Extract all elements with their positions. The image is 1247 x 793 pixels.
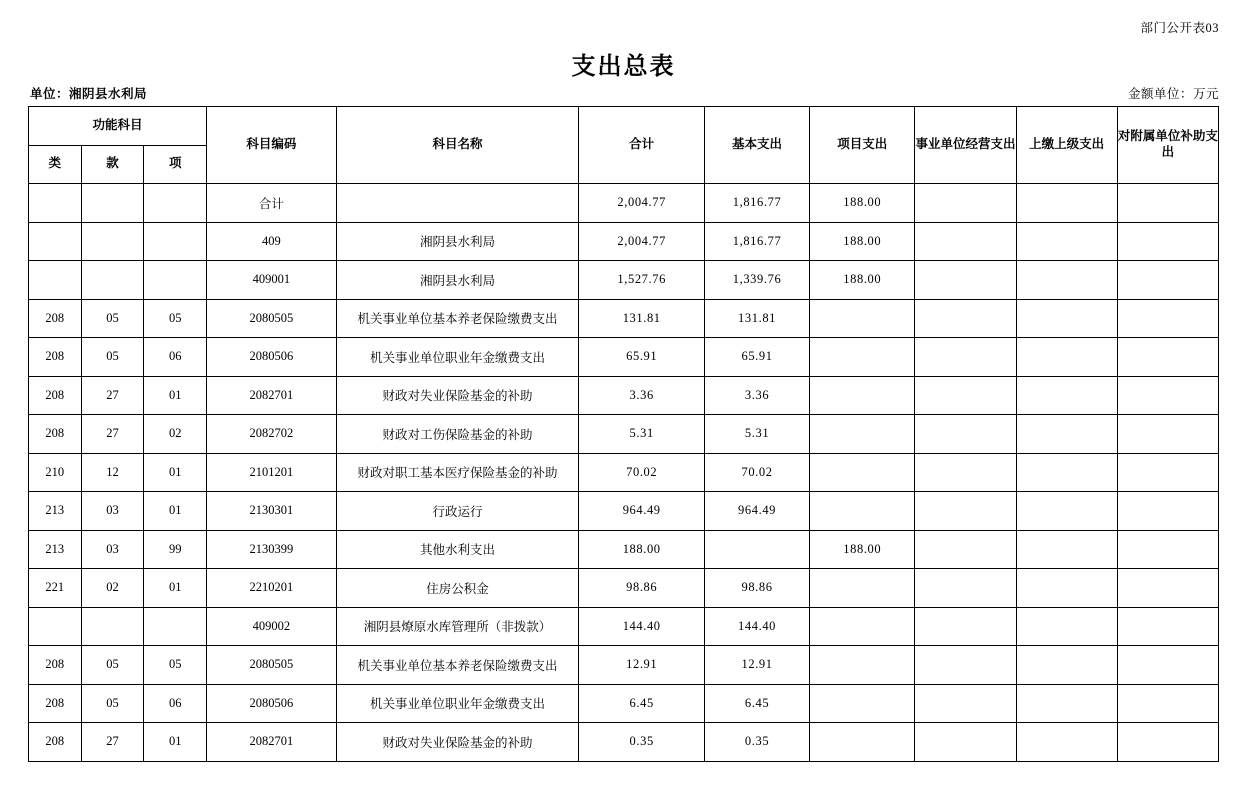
cell-upper-level-payment	[1016, 453, 1117, 492]
cell-item: 06	[144, 338, 207, 377]
cell-upper-level-payment	[1016, 376, 1117, 415]
cell-subject-name: 其他水利支出	[336, 530, 579, 569]
amount-unit-label: 金额单位：万元	[1127, 87, 1219, 101]
cell-operating-expenditure	[915, 376, 1016, 415]
cell-subject-name: 住房公积金	[336, 569, 579, 608]
cell-subject-code: 2130301	[207, 492, 337, 531]
cell-operating-expenditure	[915, 723, 1016, 762]
cell-operating-expenditure	[915, 607, 1016, 646]
cell-total: 70.02	[579, 453, 704, 492]
header-upper-level-payment: 上缴上级支出	[1016, 107, 1117, 184]
cell-upper-level-payment	[1016, 261, 1117, 300]
cell-section: 05	[81, 646, 144, 685]
cell-subject-code: 2080505	[207, 299, 337, 338]
cell-operating-expenditure	[915, 646, 1016, 685]
cell-operating-expenditure	[915, 453, 1016, 492]
cell-category	[29, 184, 82, 223]
cell-section: 05	[81, 299, 144, 338]
cell-total: 65.91	[579, 338, 704, 377]
cell-item: 05	[144, 646, 207, 685]
cell-category: 208	[29, 376, 82, 415]
cell-operating-expenditure	[915, 530, 1016, 569]
cell-basic-expenditure: 5.31	[704, 415, 809, 454]
header-project-expenditure: 项目支出	[810, 107, 915, 184]
cell-project-expenditure: 188.00	[810, 184, 915, 223]
header-item: 项	[144, 145, 207, 184]
cell-subsidiary-subsidy	[1117, 222, 1218, 261]
cell-subsidiary-subsidy	[1117, 569, 1218, 608]
table-row	[29, 184, 1219, 223]
cell-subsidiary-subsidy	[1117, 492, 1218, 531]
cell-section	[81, 607, 144, 646]
cell-upper-level-payment	[1016, 569, 1117, 608]
cell-basic-expenditure: 3.36	[704, 376, 809, 415]
cell-subject-name: 财政对失业保险基金的补助	[336, 376, 579, 415]
cell-total: 131.81	[579, 299, 704, 338]
cell-subject-code: 2080506	[207, 684, 337, 723]
header-subsidiary-subsidy: 对附属单位补助支出	[1117, 107, 1218, 184]
table-row	[29, 299, 1219, 338]
table-row	[29, 376, 1219, 415]
cell-subject-code: 2082701	[207, 376, 337, 415]
table-row	[29, 530, 1219, 569]
cell-item: 01	[144, 376, 207, 415]
cell-item: 01	[144, 569, 207, 608]
cell-project-expenditure	[810, 646, 915, 685]
cell-total: 12.91	[579, 646, 704, 685]
page-title: 支出总表	[571, 53, 676, 80]
cell-category: 208	[29, 723, 82, 762]
cell-category: 213	[29, 492, 82, 531]
cell-subject-name	[336, 184, 579, 223]
cell-operating-expenditure	[915, 338, 1016, 377]
cell-subject-name: 机关事业单位职业年金缴费支出	[336, 338, 579, 377]
cell-item: 01	[144, 723, 207, 762]
cell-basic-expenditure: 65.91	[704, 338, 809, 377]
cell-project-expenditure	[810, 376, 915, 415]
cell-subject-name: 湘阴县水利局	[336, 261, 579, 300]
cell-category: 208	[29, 338, 82, 377]
header-section: 款	[81, 145, 144, 184]
cell-subject-code: 409	[207, 222, 337, 261]
cell-subsidiary-subsidy	[1117, 530, 1218, 569]
cell-project-expenditure	[810, 723, 915, 762]
cell-upper-level-payment	[1016, 607, 1117, 646]
cell-project-expenditure	[810, 415, 915, 454]
expenditure-summary-table	[28, 106, 1219, 762]
table-row	[29, 723, 1219, 762]
cell-basic-expenditure: 70.02	[704, 453, 809, 492]
table-row	[29, 684, 1219, 723]
cell-upper-level-payment	[1016, 646, 1117, 685]
cell-project-expenditure: 188.00	[810, 222, 915, 261]
table-row	[29, 569, 1219, 608]
cell-basic-expenditure: 1,816.77	[704, 184, 809, 223]
cell-section: 12	[81, 453, 144, 492]
cell-subject-code: 2210201	[207, 569, 337, 608]
cell-category: 210	[29, 453, 82, 492]
cell-category: 208	[29, 684, 82, 723]
cell-subsidiary-subsidy	[1117, 261, 1218, 300]
form-number: 部门公开表03	[1140, 21, 1219, 35]
table-row	[29, 222, 1219, 261]
header-subject-code: 科目编码	[207, 107, 337, 184]
cell-section: 02	[81, 569, 144, 608]
cell-total: 2,004.77	[579, 222, 704, 261]
table-row	[29, 261, 1219, 300]
table-body	[29, 184, 1219, 762]
cell-subject-name: 行政运行	[336, 492, 579, 531]
cell-subsidiary-subsidy	[1117, 607, 1218, 646]
cell-basic-expenditure: 131.81	[704, 299, 809, 338]
cell-subject-name: 财政对失业保险基金的补助	[336, 723, 579, 762]
cell-project-expenditure	[810, 684, 915, 723]
cell-category: 213	[29, 530, 82, 569]
cell-category: 208	[29, 299, 82, 338]
cell-project-expenditure	[810, 607, 915, 646]
cell-item: 02	[144, 415, 207, 454]
header-operating-expenditure: 事业单位经营支出	[915, 107, 1016, 184]
cell-section	[81, 184, 144, 223]
cell-subject-name: 机关事业单位基本养老保险缴费支出	[336, 299, 579, 338]
cell-total: 188.00	[579, 530, 704, 569]
table-row	[29, 453, 1219, 492]
cell-subsidiary-subsidy	[1117, 299, 1218, 338]
cell-basic-expenditure: 144.40	[704, 607, 809, 646]
cell-item	[144, 261, 207, 300]
cell-item: 06	[144, 684, 207, 723]
cell-project-expenditure	[810, 569, 915, 608]
cell-subject-code: 2101201	[207, 453, 337, 492]
cell-subject-code: 合计	[207, 184, 337, 223]
cell-total: 5.31	[579, 415, 704, 454]
cell-section	[81, 222, 144, 261]
cell-total: 0.35	[579, 723, 704, 762]
cell-project-expenditure	[810, 453, 915, 492]
cell-upper-level-payment	[1016, 299, 1117, 338]
cell-subject-name: 机关事业单位基本养老保险缴费支出	[336, 646, 579, 685]
cell-subsidiary-subsidy	[1117, 684, 1218, 723]
cell-basic-expenditure: 1,339.76	[704, 261, 809, 300]
cell-basic-expenditure: 0.35	[704, 723, 809, 762]
cell-item: 05	[144, 299, 207, 338]
cell-section: 05	[81, 338, 144, 377]
cell-upper-level-payment	[1016, 684, 1117, 723]
cell-section: 05	[81, 684, 144, 723]
cell-section: 03	[81, 492, 144, 531]
cell-subject-name: 湘阴县水利局	[336, 222, 579, 261]
cell-item: 01	[144, 492, 207, 531]
cell-basic-expenditure: 6.45	[704, 684, 809, 723]
cell-subject-code: 2082701	[207, 723, 337, 762]
table-header	[29, 107, 1219, 184]
cell-subject-code: 409002	[207, 607, 337, 646]
cell-subject-name: 财政对职工基本医疗保险基金的补助	[336, 453, 579, 492]
cell-upper-level-payment	[1016, 530, 1117, 569]
cell-section	[81, 261, 144, 300]
cell-total: 2,004.77	[579, 184, 704, 223]
cell-total: 3.36	[579, 376, 704, 415]
cell-subject-code: 2082702	[207, 415, 337, 454]
header-basic-expenditure: 基本支出	[704, 107, 809, 184]
cell-subject-name: 机关事业单位职业年金缴费支出	[336, 684, 579, 723]
table-row	[29, 492, 1219, 531]
cell-operating-expenditure	[915, 299, 1016, 338]
cell-operating-expenditure	[915, 415, 1016, 454]
cell-category: 221	[29, 569, 82, 608]
cell-operating-expenditure	[915, 184, 1016, 223]
cell-total: 144.40	[579, 607, 704, 646]
cell-subsidiary-subsidy	[1117, 415, 1218, 454]
cell-project-expenditure: 188.00	[810, 261, 915, 300]
cell-section: 27	[81, 723, 144, 762]
cell-upper-level-payment	[1016, 723, 1117, 762]
cell-subsidiary-subsidy	[1117, 376, 1218, 415]
cell-project-expenditure: 188.00	[810, 530, 915, 569]
cell-upper-level-payment	[1016, 338, 1117, 377]
cell-upper-level-payment	[1016, 415, 1117, 454]
cell-subject-code: 2080505	[207, 646, 337, 685]
cell-project-expenditure	[810, 492, 915, 531]
cell-item	[144, 222, 207, 261]
table-row	[29, 607, 1219, 646]
cell-section: 03	[81, 530, 144, 569]
cell-upper-level-payment	[1016, 184, 1117, 223]
cell-category	[29, 222, 82, 261]
cell-section: 27	[81, 376, 144, 415]
cell-subsidiary-subsidy	[1117, 184, 1218, 223]
cell-item: 99	[144, 530, 207, 569]
cell-subject-name: 湘阴县燎原水库管理所（非拨款）	[336, 607, 579, 646]
cell-category: 208	[29, 646, 82, 685]
cell-project-expenditure	[810, 338, 915, 377]
cell-operating-expenditure	[915, 684, 1016, 723]
cell-basic-expenditure: 12.91	[704, 646, 809, 685]
cell-total: 1,527.76	[579, 261, 704, 300]
cell-category	[29, 607, 82, 646]
cell-subsidiary-subsidy	[1117, 338, 1218, 377]
cell-total: 98.86	[579, 569, 704, 608]
table-header-row-1	[29, 107, 1219, 146]
cell-operating-expenditure	[915, 261, 1016, 300]
cell-subject-code: 2130399	[207, 530, 337, 569]
cell-subsidiary-subsidy	[1117, 646, 1218, 685]
cell-category	[29, 261, 82, 300]
header-group-function-subject: 功能科目	[29, 107, 207, 146]
table-row	[29, 646, 1219, 685]
cell-item	[144, 607, 207, 646]
table-row	[29, 415, 1219, 454]
cell-subject-code: 409001	[207, 261, 337, 300]
cell-operating-expenditure	[915, 492, 1016, 531]
cell-operating-expenditure	[915, 222, 1016, 261]
cell-basic-expenditure: 964.49	[704, 492, 809, 531]
cell-section: 27	[81, 415, 144, 454]
unit-label: 单位：湘阴县水利局	[30, 87, 148, 101]
cell-total: 6.45	[579, 684, 704, 723]
cell-subsidiary-subsidy	[1117, 453, 1218, 492]
cell-basic-expenditure	[704, 530, 809, 569]
header-subject-name: 科目名称	[336, 107, 579, 184]
cell-upper-level-payment	[1016, 222, 1117, 261]
cell-item: 01	[144, 453, 207, 492]
cell-item	[144, 184, 207, 223]
header-category: 类	[29, 145, 82, 184]
header-total: 合计	[579, 107, 704, 184]
cell-project-expenditure	[810, 299, 915, 338]
table-row	[29, 338, 1219, 377]
cell-operating-expenditure	[915, 569, 1016, 608]
cell-total: 964.49	[579, 492, 704, 531]
cell-basic-expenditure: 98.86	[704, 569, 809, 608]
cell-basic-expenditure: 1,816.77	[704, 222, 809, 261]
cell-subsidiary-subsidy	[1117, 723, 1218, 762]
cell-subject-name: 财政对工伤保险基金的补助	[336, 415, 579, 454]
cell-upper-level-payment	[1016, 492, 1117, 531]
cell-subject-code: 2080506	[207, 338, 337, 377]
cell-category: 208	[29, 415, 82, 454]
